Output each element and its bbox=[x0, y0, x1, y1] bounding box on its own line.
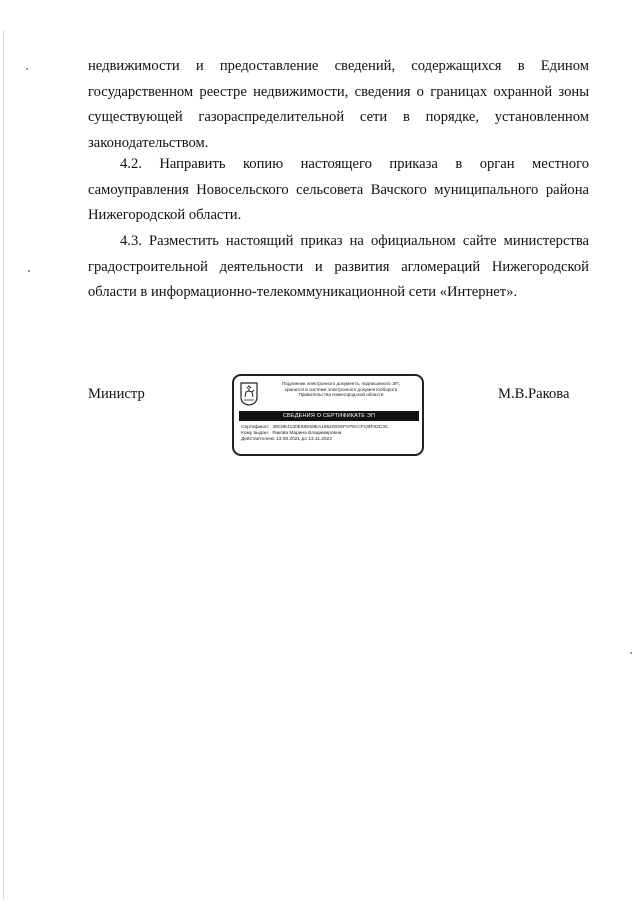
stamp-label: Кому выдан: bbox=[241, 431, 269, 437]
scan-edge-line bbox=[3, 30, 4, 900]
paragraph-continuation bbox=[88, 54, 589, 156]
stamp-header-line: Подлинник электронного документа, подписанного ЭП, bbox=[282, 381, 400, 386]
stamp-value: с 13.08.2021 до 13.11.2022 bbox=[272, 437, 332, 443]
electronic-signature-stamp bbox=[232, 374, 424, 456]
signatory-title: Министр bbox=[88, 386, 145, 402]
paragraph-4-3 bbox=[88, 229, 589, 306]
paragraph-text: недвижимости и предоставление сведений, содержащихся в Едином государственном реестре недвижимости, сведения о границах охранной зоны существующей газораспределительной сети в порядке, установленном законодательством. bbox=[88, 58, 589, 151]
paragraph-text: 4.3. Разместить настоящий приказ на официальном сайте министерства градостроительной деятельности и развития агломераций Нижегородской области в информационно-телекоммуникационной сети «Интернет». bbox=[88, 233, 589, 301]
stamp-row-validity bbox=[241, 437, 421, 443]
scan-speck bbox=[28, 270, 30, 272]
scan-speck bbox=[630, 652, 632, 654]
stamp-header bbox=[261, 381, 421, 398]
paragraph-text: 4.2. Направить копию настоящего приказа в орган местного самоуправления Новосельского сельсовета Вачского муниципального района Нижегородской области. bbox=[88, 156, 589, 224]
paragraph-4-2 bbox=[88, 152, 589, 229]
stamp-value: Ракова Марина Владимировна bbox=[272, 431, 342, 437]
scan-speck bbox=[26, 68, 28, 70]
nizhny-novgorod-deer-emblem-icon bbox=[240, 382, 258, 406]
stamp-certificate-details bbox=[241, 425, 421, 444]
stamp-value: 39C8E4130E88E59EA1852003SF075CCFCBF92C3C bbox=[272, 425, 389, 430]
stamp-label: Действителен: bbox=[241, 437, 274, 443]
stamp-certificate-bar: СВЕДЕНИЯ О СЕРТИФИКАТЕ ЭП bbox=[239, 411, 419, 421]
stamp-header-line: Правительства Нижегородской области bbox=[298, 392, 384, 398]
stamp-label: Сертификат: bbox=[241, 425, 270, 430]
stamp-header-line: хранится в системе электронного документооборота bbox=[284, 386, 398, 392]
signatory-name: М.В.Ракова bbox=[498, 386, 570, 402]
